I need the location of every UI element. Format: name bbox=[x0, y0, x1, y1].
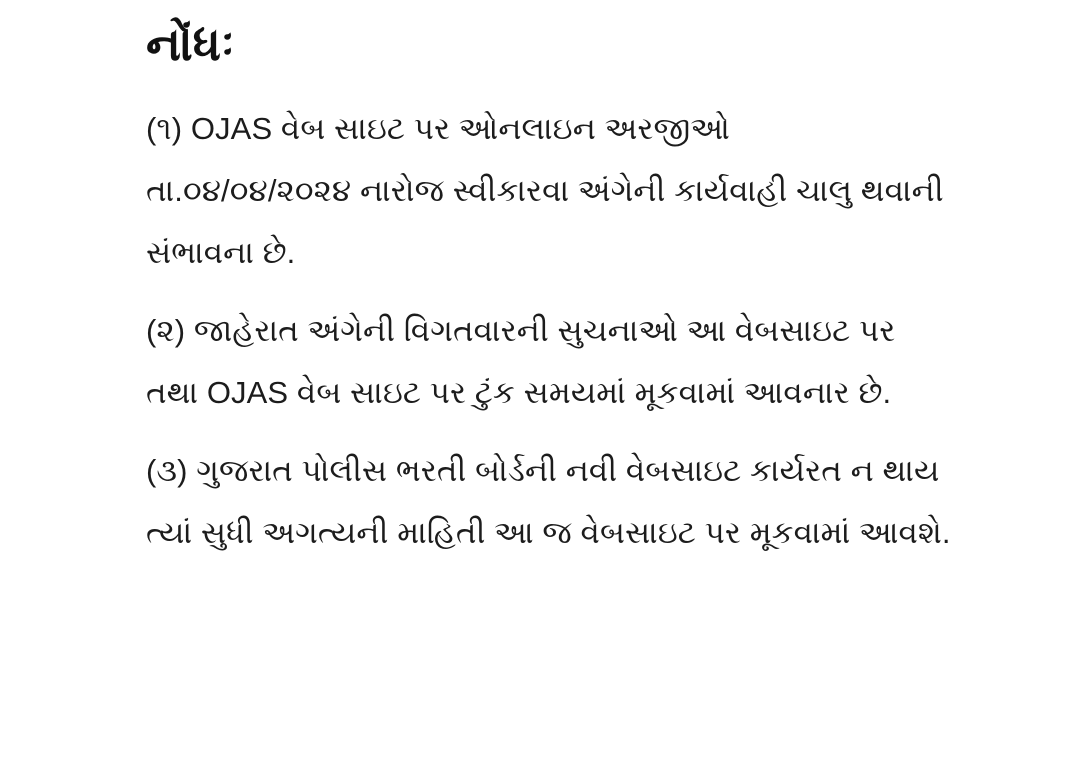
note-item-2 bbox=[146, 307, 1040, 417]
page-title: નોંધઃ bbox=[146, 17, 235, 70]
note-2-line-2: તથા OJAS વેબ સાઇટ પર ટુંક સમયમાં મૂકવામાં આવનાર છે. bbox=[146, 374, 892, 410]
note-item-3 bbox=[146, 447, 1040, 557]
note-3-line-2: ત્યાં સુધી અગત્યની માહિતી આ જ વેબસાઇટ પર મૂકવામાં આવશે. bbox=[146, 514, 951, 550]
note-1-line-1: (૧) OJAS વેબ સાઇટ પર ઓનલાઇન અરજીઓ bbox=[146, 110, 730, 146]
note-3-line-1: (૩) ગુજરાત પોલીસ ભરતી બોર્ડની નવી વેબસાઇટ કાર્યરત ન થાય bbox=[146, 452, 940, 488]
note-2-line-1: (૨) જાહેરાત અંગેની વિગતવારની સુચનાઓ આ વેબસાઇટ પર bbox=[146, 312, 896, 348]
note-1-line-3: સંભાવના છે. bbox=[146, 234, 296, 270]
note-item-1 bbox=[146, 105, 1040, 277]
note-1-line-2: તા.૦૪/૦૪/૨૦૨૪ નારોજ સ્વીકારવા અંગેની કાર્યવાહી ચાલુ થવાની bbox=[146, 172, 944, 208]
